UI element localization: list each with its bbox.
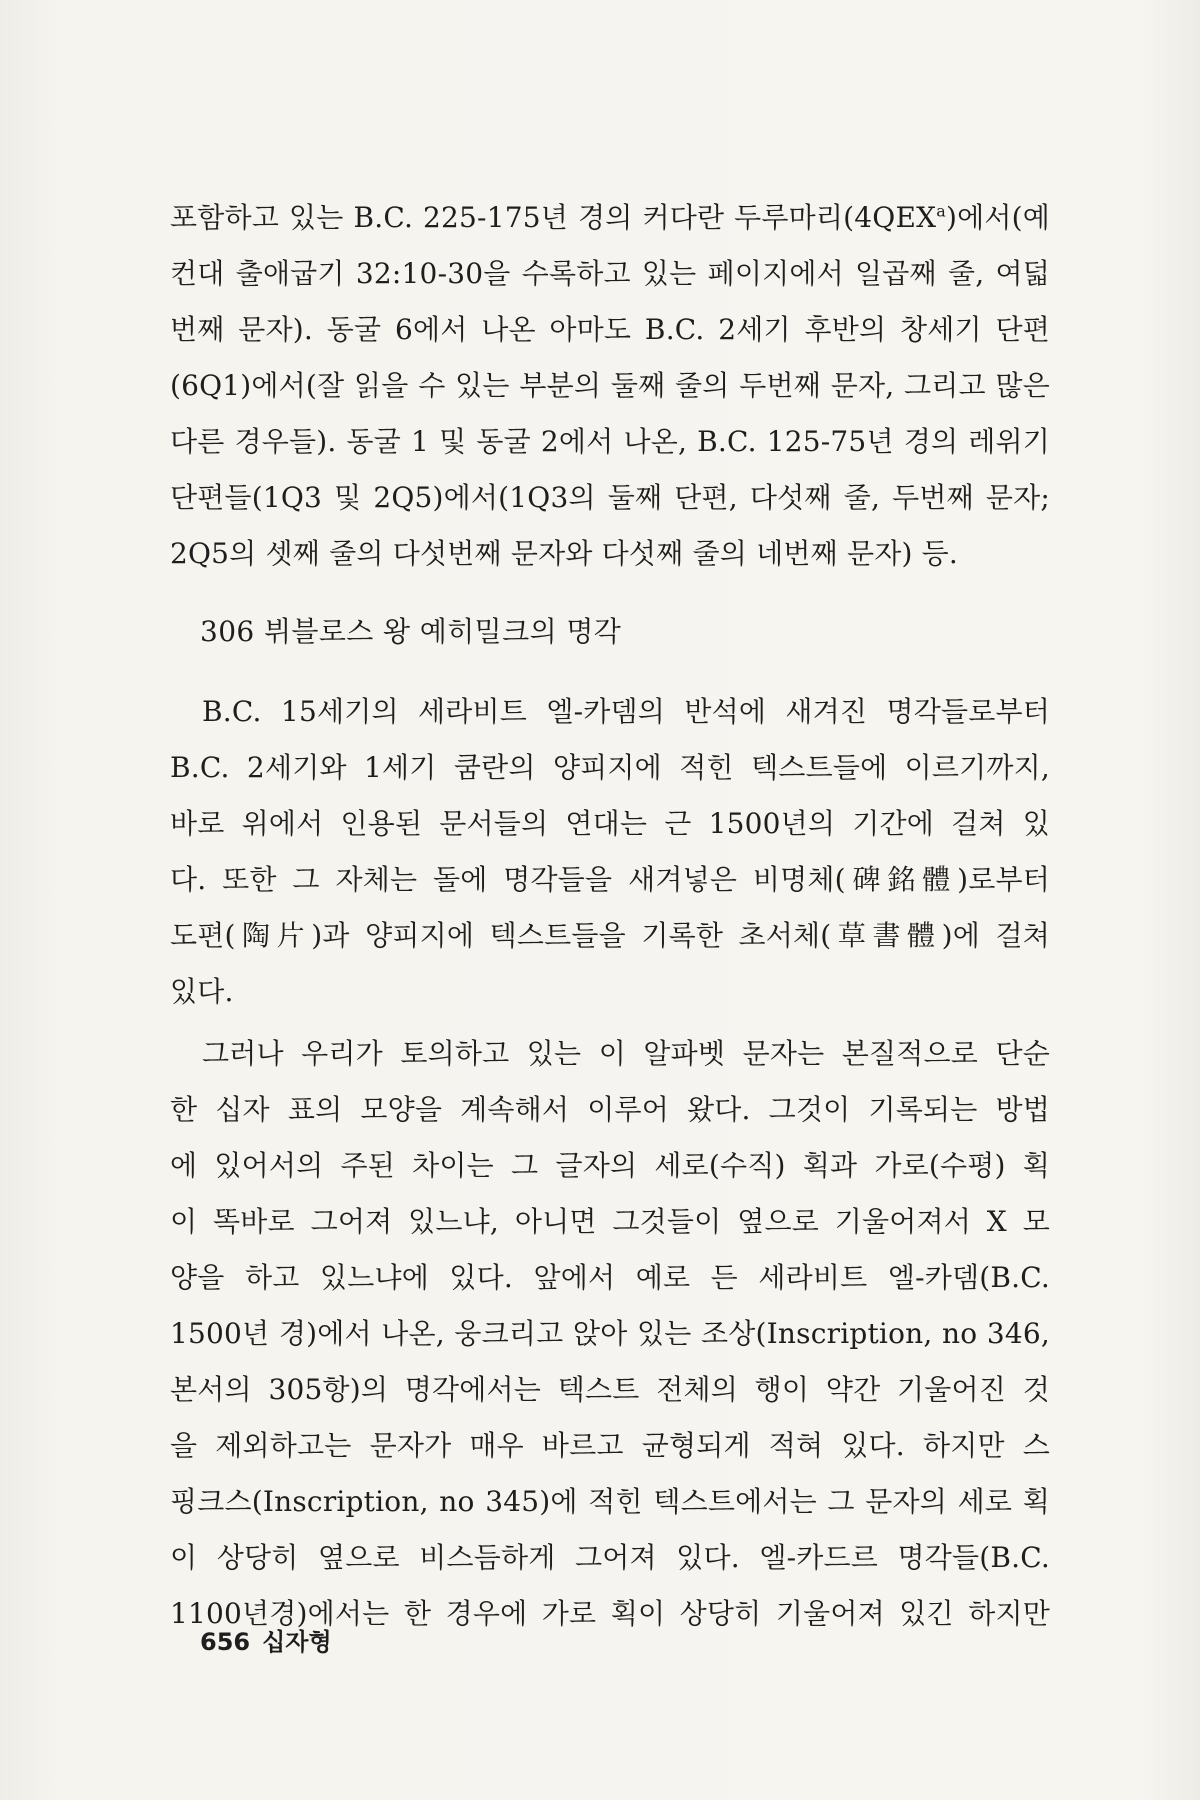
text-line: 에 있어서의 주된 차이는 그 글자의 세로(수직) 획과 가로(수평) 획 <box>170 1149 1050 1182</box>
text-line: 1100년경)에서는 한 경우에 가로 획이 상당히 기울어져 있긴 하지만 <box>170 1597 1050 1630</box>
text-line: 도편(陶片)과 양피지에 텍스트들을 기록한 초서체(草書體)에 걸쳐 <box>170 919 1050 952</box>
text-line: 이 똑바로 그어져 있느냐, 아니면 그것들이 옆으로 기울어져서 X 모 <box>170 1205 1050 1238</box>
page-footer <box>200 1622 332 1662</box>
text-line: 이 상당히 옆으로 비스듬하게 그어져 있다. 엘-카드르 명각들(B.C. <box>170 1541 1050 1574</box>
running-title: 십자형 <box>262 1628 332 1656</box>
text-line: 번째 문자). 동굴 6에서 나온 아마도 B.C. 2세기 후반의 창세기 단편 <box>170 313 1050 346</box>
text-line: 컨대 출애굽기 32:10-30을 수록하고 있는 페이지에서 일곱째 줄, 여덟 <box>170 257 1050 290</box>
text-line: 그러나 우리가 토의하고 있는 이 알파벳 문자는 본질적으로 단순 <box>202 1037 1050 1070</box>
text-line: B.C. 15세기의 세라비트 엘-카뎀의 반석에 새겨진 명각들로부터 <box>202 695 1050 728</box>
superscript: a <box>936 201 946 221</box>
text-line: 다른 경우들). 동굴 1 및 동굴 2에서 나온, B.C. 125-75년 경의 레위기 <box>170 425 1050 458</box>
text-line: 한 십자 표의 모양을 계속해서 이루어 왔다. 그것이 기록되는 방법 <box>170 1093 1050 1126</box>
text-line: 핑크스(Inscription, no 345)에 적힌 텍스트에서는 그 문자의 세로 획 <box>170 1485 1050 1518</box>
section-heading: 306 뷔블로스 왕 예히밀크의 명각 <box>200 615 622 648</box>
page-number: 656 <box>200 1628 251 1656</box>
text-line: 1500년 경)에서 나온, 웅크리고 앉아 있는 조상(Inscription, no 346, <box>170 1317 1050 1350</box>
text-line: 양을 하고 있느냐에 있다. 앞에서 예로 든 세라비트 엘-카뎀(B.C. <box>170 1261 1050 1294</box>
text-line: 단편들(1Q3 및 2Q5)에서(1Q3의 둘째 단편, 다섯째 줄, 두번째 문자; <box>170 481 1050 514</box>
text-line: 본서의 305항)의 명각에서는 텍스트 전체의 행이 약간 기울어진 것 <box>170 1373 1050 1406</box>
text-line: 바로 위에서 인용된 문서들의 연대는 근 1500년의 기간에 걸쳐 있 <box>170 807 1050 840</box>
paragraph-3 <box>170 1026 1050 1642</box>
text-line: (6Q1)에서(잘 읽을 수 있는 부분의 둘째 줄의 두번째 문자, 그리고 많은 <box>170 369 1050 402</box>
text-line: B.C. 2세기와 1세기 쿰란의 양피지에 적힌 텍스트들에 이르기까지, <box>170 751 1050 784</box>
text-line: 있다. <box>170 975 234 1008</box>
text-line: 포함하고 있는 B.C. 225-175년 경의 커다란 두루마리(4QEX$^a$)에서(예 <box>170 201 1050 234</box>
paragraph-1 <box>170 190 1050 582</box>
text-line: 다. 또한 그 자체는 돌에 명각들을 새겨넣은 비명체(碑銘體)로부터 <box>170 863 1050 896</box>
text-line: 2Q5의 셋째 줄의 다섯번째 문자와 다섯째 줄의 네번째 문자) 등. <box>170 537 959 570</box>
text-line: 을 제외하고는 문자가 매우 바르고 균형되게 적혀 있다. 하지만 스 <box>170 1429 1050 1462</box>
paragraph-2 <box>170 684 1050 1020</box>
